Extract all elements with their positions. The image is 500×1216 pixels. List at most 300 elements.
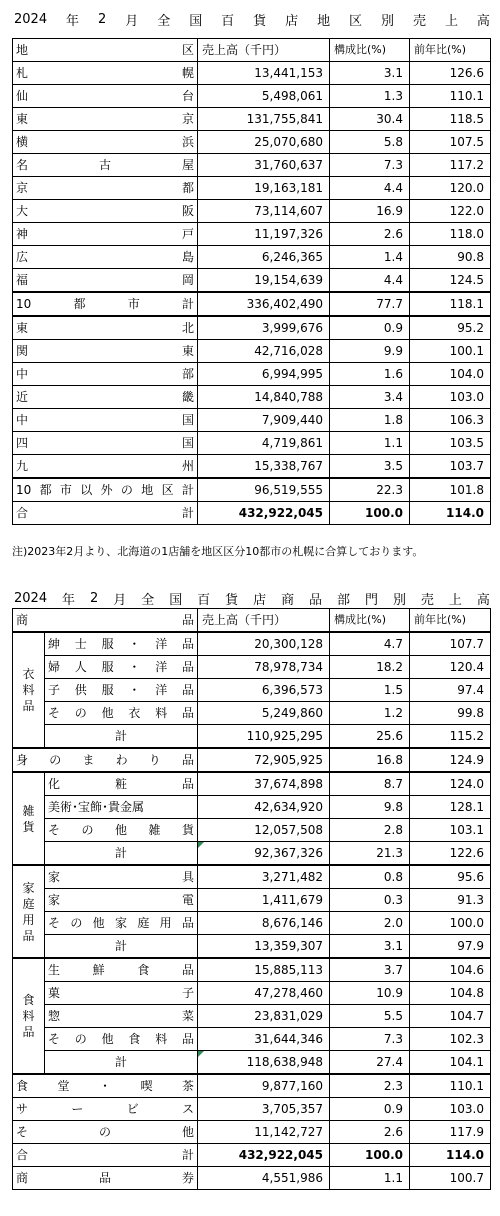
label-char: 関 [16,344,29,358]
row-label [13,386,198,409]
yoy-cell: 95.2 [410,316,491,340]
label-char: 幌 [181,66,194,80]
label-char: 市 [59,483,72,497]
row-label-text [16,246,194,268]
title1-char: 貨 [253,13,267,29]
row-label-text [16,455,194,477]
table-row [13,796,491,819]
label-char: そ [48,916,61,930]
sales-cell: 6,246,365 [198,246,330,269]
yoy-cell: 100.1 [410,340,491,363]
table-row [13,958,491,982]
row-label-text [48,633,194,655]
sales-cell: 20,300,128 [198,632,330,656]
row-label-text [16,432,194,454]
table-row [13,62,491,85]
row-label [13,85,198,108]
label-char: 計 [181,506,194,520]
share-cell: 1.2 [330,702,410,725]
table-row [13,363,491,386]
sales-cell: 15,338,767 [198,455,330,479]
yoy-cell: 104.0 [410,363,491,386]
label-char: の [98,1125,111,1139]
sales-cell: 14,840,788 [198,386,330,409]
sales-cell: 8,676,146 [198,912,330,935]
title2-char: 部 [337,592,351,608]
row-label [45,656,198,679]
sales-cell: 31,644,346 [198,1028,330,1051]
label-char: 雑 [148,823,161,837]
yoy-cell: 103.1 [410,819,491,842]
yoy-cell: 104.6 [410,958,491,982]
label-char: 10 [16,297,32,311]
row-label-text [48,656,194,678]
label-char: 都 [181,181,194,195]
row-label [13,154,198,177]
table-row [13,865,491,889]
table-row [13,1005,491,1028]
table-row [13,316,491,340]
label-char: わ [115,753,128,767]
row-label-text [16,1167,194,1189]
label-char: の [81,823,94,837]
yoy-cell: 114.0 [410,502,491,525]
label-char: り [148,753,161,767]
category-text: 家庭用品 [22,880,35,943]
label-char: 品 [181,660,194,674]
label-char: 家 [48,870,61,884]
title1-char: 月 [125,13,139,29]
yoy-cell: 99.8 [410,702,491,725]
row-label-text [48,773,194,795]
label-char: 国 [181,436,194,450]
label-char: 他 [181,1125,194,1139]
yoy-cell: 106.3 [410,409,491,432]
label-char: 化 [48,777,61,791]
title1-char: 地 [317,13,331,29]
label-char: ・ [128,637,141,651]
sales-cell: 25,070,680 [198,131,330,154]
row-label-text [16,223,194,245]
yoy-cell: 103.0 [410,1098,491,1121]
label-char: 外 [100,483,113,497]
label-char: 中 [16,367,29,381]
label-char: の [74,1032,87,1046]
share-cell: 9.9 [330,340,410,363]
share-cell: 10.9 [330,982,410,1005]
sales-cell: 3,999,676 [198,316,330,340]
label-char: 都 [73,297,86,311]
sales-cell: 432,922,045 [198,502,330,525]
yoy-cell: 100.0 [410,912,491,935]
yoy-cell: 107.7 [410,632,491,656]
table-row [13,632,491,656]
row-label-text [16,85,194,107]
table-row [13,200,491,223]
label-char: 喫 [140,1079,153,1093]
label-char: 茶 [181,1079,194,1093]
title2-char: 商 [281,592,295,608]
table-row [13,432,491,455]
row-label: 計 [45,935,198,959]
row-label-text [16,409,194,431]
sales-cell: 23,831,029 [198,1005,330,1028]
row-label-text [16,340,194,362]
sales-cell: 15,885,113 [198,958,330,982]
label-char: 計 [181,297,194,311]
share-cell: 7.3 [330,1028,410,1051]
yoy-cell: 91.3 [410,889,491,912]
title2-char: 月 [113,592,127,608]
label-char: 子 [48,683,61,697]
title2-char: 年 [62,592,76,608]
label-char: 古 [98,158,111,172]
label-char: 名 [16,158,29,172]
sales-cell: 12,057,508 [198,819,330,842]
share-cell: 3.1 [330,935,410,959]
row-label [45,1028,198,1051]
table-row [13,935,491,959]
share-cell: 5.5 [330,1005,410,1028]
row-label-text [16,108,194,130]
sales-cell: 9,877,160 [198,1074,330,1098]
label-char: 畿 [181,390,194,404]
label-char: 国 [181,413,194,427]
sales-cell: 13,441,153 [198,62,330,85]
label-char: 食 [137,963,150,977]
label-char: 庭 [137,916,150,930]
share-cell: 1.1 [330,432,410,455]
category-sales-title [14,589,490,607]
sales-cell: 42,716,028 [198,340,330,363]
label-char: 島 [181,250,194,264]
row-label-text [16,317,194,339]
yoy-cell: 124.0 [410,772,491,796]
title1-char: 高 [476,13,490,29]
row-label [13,455,198,479]
row-label [13,223,198,246]
label-char: 品 [181,637,194,651]
share-cell: 2.6 [330,223,410,246]
row-label [13,432,198,455]
share-cell: 0.9 [330,316,410,340]
label-char: 以 [80,483,93,497]
share-cell: 8.7 [330,772,410,796]
title1-char: 売 [412,13,426,29]
label-char: 品 [181,963,194,977]
table-row [13,269,491,293]
label-char: 衣 [128,706,141,720]
label-char: 合 [16,506,29,520]
yoy-cell: 103.7 [410,455,491,479]
title2-char: 品 [309,592,323,608]
label-char: 商 [16,613,29,627]
label-char: の [74,706,87,720]
label-char: 身 [16,753,29,767]
yoy-cell: 117.9 [410,1121,491,1144]
row-label [13,502,198,525]
row-label [13,269,198,293]
share-cell: 4.7 [330,632,410,656]
row-label [13,62,198,85]
share-cell: 16.8 [330,748,410,772]
table-row [13,1074,491,1098]
share-cell: 3.7 [330,958,410,982]
yoy-cell: 122.0 [410,200,491,223]
label-char: 堂 [57,1079,70,1093]
yoy-cell: 126.6 [410,62,491,85]
label-char: 東 [181,344,194,358]
yoy-cell: 124.5 [410,269,491,293]
label-char: 戸 [181,227,194,241]
label-char: 他 [101,706,114,720]
share-cell: 18.2 [330,656,410,679]
label-char: 北 [181,321,194,335]
title1-char: 全 [157,13,171,29]
row-label [13,340,198,363]
category-text: 衣料品 [22,667,35,713]
title1-char: 2 [98,11,107,27]
yoy-cell: 118.1 [410,292,491,316]
table-row [13,478,491,502]
table-row [13,409,491,432]
table-row [13,386,491,409]
title2-char: 店 [253,592,267,608]
title2-char: 国 [169,592,183,608]
share-cell: 3.4 [330,386,410,409]
table-row [13,819,491,842]
row-label-text [48,866,194,888]
row-label-text [16,479,194,501]
label-char: 品 [181,777,194,791]
label-char: 東 [16,321,29,335]
yoy-cell: 118.5 [410,108,491,131]
share-cell: 100.0 [330,502,410,525]
yoy-cell: 104.1 [410,1051,491,1075]
row-label [45,632,198,656]
yoy-cell: 117.2 [410,154,491,177]
category-text: 食料品 [22,993,35,1039]
share-cell: 0.3 [330,889,410,912]
row-label [13,363,198,386]
title1-char: 上 [444,13,458,29]
label-char: 中 [16,413,29,427]
title1-char: 区 [349,13,363,29]
label-char: 品 [181,916,194,930]
sales-cell: 11,197,326 [198,223,330,246]
row-label [13,1167,198,1190]
yoy-cell: 97.9 [410,935,491,959]
share-cell: 21.3 [330,842,410,866]
label-char: 品 [181,1032,194,1046]
label-char: ・ [128,660,141,674]
label-char: 婦 [48,660,61,674]
row-label-text [16,502,194,524]
label-char: 台 [181,89,194,103]
label-char: 洋 [155,660,168,674]
share-cell: 2.3 [330,1074,410,1098]
header-sales: 売上高（千円） [198,39,330,62]
table-row [13,702,491,725]
label-char: 四 [16,436,29,450]
yoy-cell: 110.1 [410,85,491,108]
row-label-text [48,1005,194,1027]
share-cell: 30.4 [330,108,410,131]
table-row [13,982,491,1005]
share-cell: 9.8 [330,796,410,819]
label-char: 粧 [114,777,127,791]
title2-char: 2 [90,590,99,606]
row-label [45,865,198,889]
table-row [13,292,491,316]
label-char: ス [181,1102,194,1116]
footnote: 注)2023年2月より、北海道の1店舗を地区区分10都市の札幌に合算しております。 [12,545,424,558]
row-label [13,1144,198,1167]
table-row [13,1144,491,1167]
sales-cell: 19,163,181 [198,177,330,200]
sales-cell: 47,278,460 [198,982,330,1005]
row-label [13,177,198,200]
label-char: 岡 [181,273,194,287]
share-cell: 4.4 [330,177,410,200]
table-row [13,131,491,154]
row-label-text [16,1121,194,1143]
sales-cell: 131,755,841 [198,108,330,131]
title1-char: 百 [221,13,235,29]
share-cell: 77.7 [330,292,410,316]
sales-cell: 6,994,995 [198,363,330,386]
table-row [13,1051,491,1075]
yoy-cell: 122.6 [410,842,491,866]
table-row [13,108,491,131]
title2-char: 上 [448,592,462,608]
row-label-text [48,959,194,981]
label-char: 仙 [16,89,29,103]
title1-char: 2024 [14,11,48,27]
share-cell: 5.8 [330,131,410,154]
category-label [13,958,45,1074]
table-row [13,889,491,912]
label-char: そ [48,823,61,837]
row-label [13,478,198,502]
category-label [13,632,45,748]
label-char: 広 [16,250,29,264]
label-char: ・ [128,683,141,697]
sales-cell: 336,402,490 [198,292,330,316]
row-label [45,796,198,819]
header-share: 構成比(%) [330,39,410,62]
row-label-text [48,702,194,724]
sales-cell: 5,498,061 [198,85,330,108]
yoy-cell: 107.5 [410,131,491,154]
label-char: 屋 [181,158,194,172]
sales-cell: 6,396,573 [198,679,330,702]
title2-char: 別 [392,592,406,608]
table-row [13,502,491,525]
row-label: 計 [45,1051,198,1075]
yoy-cell: 115.2 [410,725,491,749]
label-char: 士 [74,637,87,651]
title2-char: 門 [364,592,378,608]
label-char: 服 [101,660,114,674]
sales-cell: 3,705,357 [198,1098,330,1121]
sales-cell: 1,411,679 [198,889,330,912]
row-label-text [48,796,194,818]
label-char: 洋 [155,637,168,651]
share-cell: 2.6 [330,1121,410,1144]
label-char: 浜 [181,135,194,149]
row-label [45,912,198,935]
title1-char: 国 [189,13,203,29]
header-sales: 売上高（千円） [198,609,330,633]
title2-char: 貨 [225,592,239,608]
row-label-text [16,293,194,315]
share-cell: 22.3 [330,478,410,502]
yoy-cell: 101.8 [410,478,491,502]
table-row [13,246,491,269]
row-label [13,409,198,432]
label-char: 鮮 [92,963,105,977]
header-yoy: 前年比(%) [410,39,491,62]
label-char: 菓 [48,986,61,1000]
row-label-text [16,749,194,771]
share-cell: 3.1 [330,62,410,85]
share-cell: 2.8 [330,819,410,842]
table-row [13,772,491,796]
sales-cell: 11,142,727 [198,1121,330,1144]
label-char: 洋 [155,683,168,697]
row-label [45,679,198,702]
label-char: 近 [16,390,29,404]
row-label [13,292,198,316]
sales-cell: 37,674,898 [198,772,330,796]
share-cell: 100.0 [330,1144,410,1167]
label-char: ま [82,753,95,767]
label-char: 他 [101,1032,114,1046]
row-label-text [16,62,194,84]
header-row [13,39,491,62]
row-label-text [16,200,194,222]
sales-cell: 73,114,607 [198,200,330,223]
row-label [13,200,198,223]
label-char: 紳 [48,637,61,651]
row-label-text [16,177,194,199]
sales-cell: 118,638,948 [198,1051,330,1075]
label-char: 美術･宝飾･貴金属 [48,800,145,814]
row-label-text [48,889,194,911]
label-char: 料 [155,706,168,720]
sales-cell: 13,359,307 [198,935,330,959]
yoy-cell: 90.8 [410,246,491,269]
label-char: 区 [181,43,194,57]
share-cell: 7.3 [330,154,410,177]
header-label-text [16,39,194,61]
header-yoy: 前年比(%) [410,609,491,633]
label-char: 品 [181,613,194,627]
row-label [45,1005,198,1028]
label-char: 料 [155,1032,168,1046]
row-label-text [48,819,194,841]
title1-char: 年 [66,13,80,29]
label-char: の [120,483,133,497]
sales-cell: 19,154,639 [198,269,330,293]
yoy-cell: 103.5 [410,432,491,455]
label-char: 計 [181,1148,194,1162]
yoy-cell: 95.6 [410,865,491,889]
share-cell: 1.6 [330,363,410,386]
row-label-text [16,363,194,385]
table-row [13,725,491,749]
